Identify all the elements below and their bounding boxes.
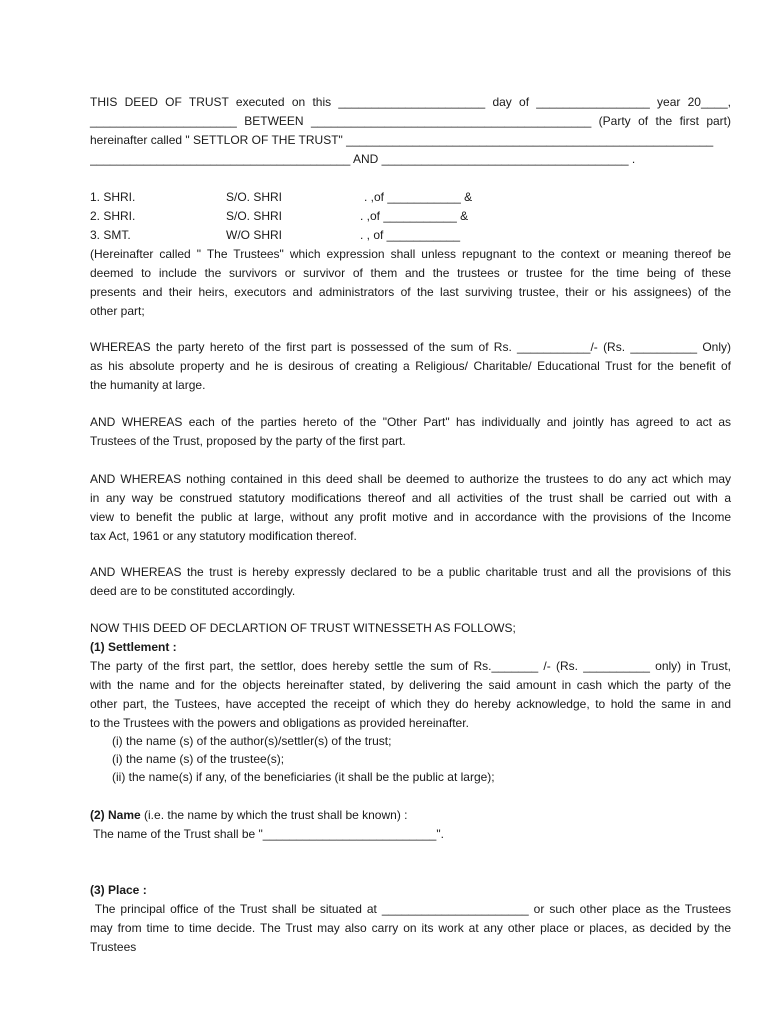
settlement-heading: (1) Settlement : [90, 640, 177, 654]
whereas-3-line-1: AND WHEREAS nothing contained in this deed shall be deemed to authorize the trustees to do any act which may [90, 472, 731, 486]
name-section-heading-line [90, 806, 407, 824]
whereas-1-line-2: as his absolute property and he is desirous of creating a Religious/ Charitable/ Educational Trust for the benefit of [90, 359, 731, 373]
hereinafter-line-4: other part; [90, 304, 145, 318]
settlement-item-1: (i) the name (s) of the author(s)/settler(s) of the trust; [112, 734, 392, 748]
name-note: (i.e. the name by which the trust shall be known) : [140, 808, 408, 822]
opening-line-1: THIS DEED OF TRUST executed on this ______________________ day of _________________ year 20____, [90, 95, 731, 109]
whereas-4-line-1: AND WHEREAS the trust is hereby expressly declared to be a public charitable trust and all the provisions of this [90, 565, 731, 579]
hereinafter-line-2: deemed to include the survivors or survivor of them and the trustees or trustee for the time being of these [90, 266, 731, 280]
name-line: The name of the Trust shall be "__________________________". [90, 827, 444, 841]
trustee-1-relation: S/O. SHRI [226, 190, 283, 204]
opening-line-2: ______________________ BETWEEN __________________________________________ (Party of the first part) [90, 114, 731, 128]
place-line-3: Trustees [90, 940, 137, 954]
place-line-1: The principal office of the Trust shall be situated at ______________________ or such other place as the Trustees [90, 902, 731, 916]
trustee-2-relation: S/O. SHRI [226, 209, 283, 223]
whereas-1-line-3: the humanity at large. [90, 378, 206, 392]
trustee-2-address: . ,of ___________ & [360, 209, 469, 223]
whereas-1-line-1: WHEREAS the party hereto of the first part is possessed of the sum of Rs. ___________/- (Rs. __________ Only) [90, 340, 731, 354]
whereas-3-line-4: tax Act, 1961 or any statutory modification thereof. [90, 529, 357, 543]
settlement-line-3: other part, the Tustees, have accepted the receipt of which they do hereby acknowledge, to hold the same in and [90, 697, 731, 711]
hereinafter-line-3: presents and their heirs, executors and administrators of the last surviving trustee, their or his assignees) of the [90, 285, 731, 299]
whereas-2-line-2: Trustees of the Trust, proposed by the party of the first part. [90, 434, 406, 448]
settlement-item-2: (i) the name (s) of the trustee(s); [112, 752, 285, 766]
trustee-2-num: 2. SHRI. [90, 209, 136, 223]
trustee-1-address: . ,of ___________ & [364, 190, 473, 204]
hereinafter-line-1: (Hereinafter called " The Trustees" which expression shall unless repugnant to the context or meaning thereof be [90, 247, 731, 261]
settlement-line-1: The party of the first part, the settlor, does hereby settle the sum of Rs._______ /- (Rs. __________ only) in Trust, [90, 659, 731, 673]
place-line-2: may from time to time decide. The Trust may also carry on its work at any other place or places, as decided by the [90, 921, 731, 935]
place-heading: (3) Place : [90, 883, 147, 897]
trustee-3-address: . , of ___________ [360, 228, 461, 242]
settlement-line-4: to the Trustees with the powers and obligations as provided hereinafter. [90, 716, 469, 730]
trustee-1-num: 1. SHRI. [90, 190, 136, 204]
settlement-line-2: with the name and for the objects hereinafter stated, by delivering the said amount in cash which the party of the [90, 678, 731, 692]
opening-line-3: hereinafter called " SETTLOR OF THE TRUST" _______________________________________________________ [90, 133, 714, 147]
settlement-item-3: (ii) the name(s) if any, of the beneficiaries (it shall be the public at large); [112, 770, 495, 784]
whereas-4-line-2: deed are to be constituted accordingly. [90, 584, 296, 598]
witnesseth-line: NOW THIS DEED OF DECLARTION OF TRUST WITNESSETH AS FOLLOWS; [90, 621, 516, 635]
whereas-2-line-1: AND WHEREAS each of the parties hereto of the "Other Part" has individually and jointly has agreed to act as [90, 415, 731, 429]
whereas-3-line-2: in any way be construed statutory modifications thereof and all activities of the trust shall be carried out with a [90, 491, 731, 505]
name-heading: (2) Name [90, 808, 141, 822]
trustee-3-num: 3. SMT. [90, 228, 131, 242]
whereas-3-line-3: view to benefit the public at large, without any profit motive and in accordance with the provisions of the Income [90, 510, 731, 524]
opening-line-4: _______________________________________ AND _____________________________________ . [90, 152, 636, 166]
trustee-3-relation: W/O SHRI [226, 228, 282, 242]
